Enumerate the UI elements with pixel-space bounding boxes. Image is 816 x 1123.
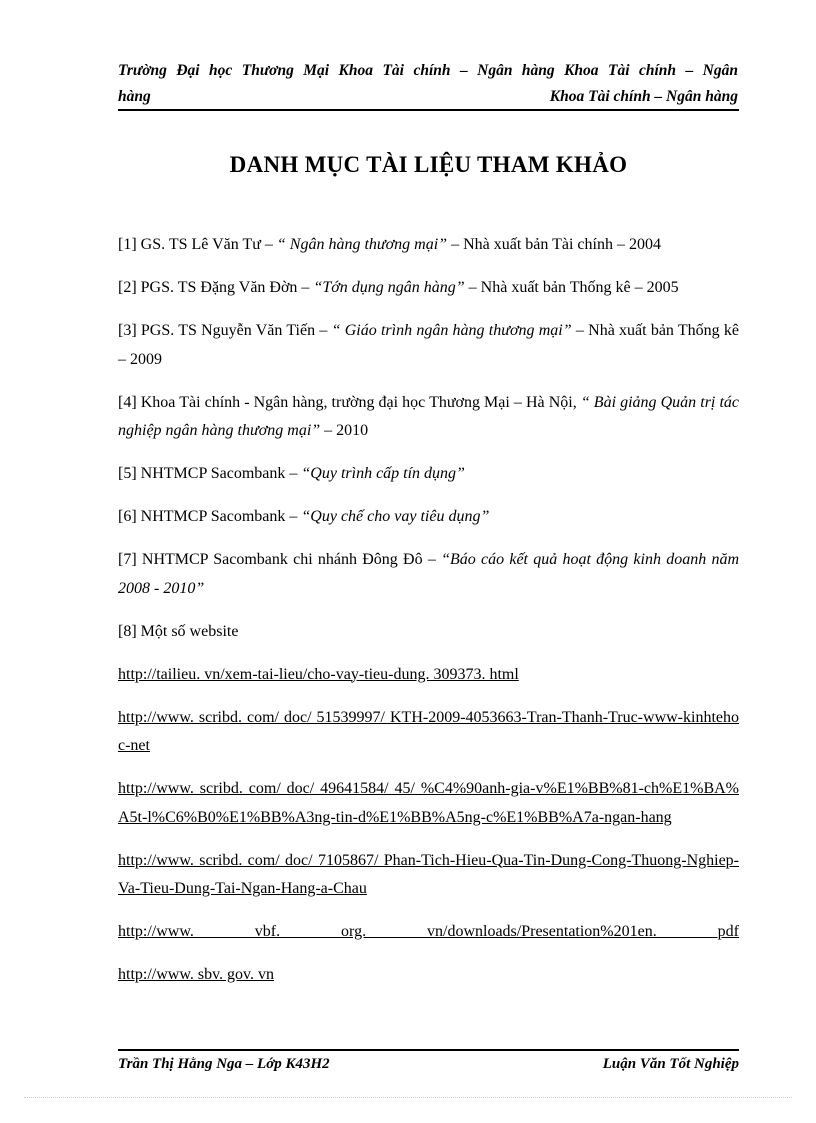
reference-item-4 bbox=[118, 389, 739, 446]
reference-1-publisher: – Nhà xuất bản Tài chính – 2004 bbox=[447, 236, 661, 253]
reference-2-publisher: – Nhà xuất bản Thống kê – 2005 bbox=[464, 279, 679, 296]
reference-item-5 bbox=[118, 460, 739, 489]
footer-document-type: Luận Văn Tốt Nghiệp bbox=[602, 1056, 739, 1072]
reference-6-title: “Quy chế cho vay tiêu dụng” bbox=[301, 508, 490, 525]
header-divider bbox=[118, 109, 739, 111]
website-link-6[interactable]: http://www. sbv. gov. vn bbox=[118, 966, 274, 983]
footer-divider bbox=[118, 1049, 739, 1051]
reference-item-3 bbox=[118, 317, 739, 374]
reference-3-text: [3] PGS. TS Nguyễn Văn Tiến – bbox=[118, 322, 332, 339]
page-title: DANH MỤC TÀI LIỆU THAM KHẢO bbox=[229, 152, 628, 177]
header-line-1: Trường Đại học Thương Mại Khoa Tài chính – Ngân hàng Khoa Tài chính – Ngân bbox=[118, 62, 738, 79]
reference-8-text: [8] Một số website bbox=[118, 622, 239, 640]
reference-2-title: “Tớn dụng ngân hàng” bbox=[313, 279, 465, 296]
footer-author: Trần Thị Hằng Nga – Lớp K43H2 bbox=[118, 1056, 330, 1072]
reference-item-8 bbox=[118, 618, 739, 647]
reference-7-title: “Báo cáo kết quả hoạt động kinh doanh năm 2008 - 2010” bbox=[118, 551, 739, 597]
website-link-4[interactable]: http://www. scribd. com/ doc/ 7105867/ Phan-Tich-Hieu-Qua-Tin-Dung-Cong-Thuong-Nghiep-Va-Tieu-Dung-Tai-Ngan-Hang-a-Chau bbox=[118, 851, 739, 897]
reference-4-text: [4] Khoa Tài chính - Ngân hàng, trường đại học Thương Mại – Hà Nội, bbox=[118, 393, 581, 411]
website-link-3[interactable]: http://www. scribd. com/ doc/ 49641584/ 45/ %C4%90anh-gia-v%E1%BB%81-ch%E1%BA%A5t-l%C6%B0%E1%BB%A3ng-tin-d%E1%BB%A5ng-c%E1%BB%A7a-ngan-hang bbox=[118, 780, 739, 826]
header-line-2-left: hàng bbox=[118, 88, 151, 105]
reference-1-text: [1] GS. TS Lê Văn Tư – bbox=[118, 236, 277, 253]
reference-list bbox=[118, 231, 739, 1004]
reference-6-text: [6] NHTMCP Sacombank – bbox=[118, 508, 302, 525]
page-header bbox=[118, 58, 738, 110]
reference-item-2 bbox=[118, 274, 739, 303]
website-link-1[interactable]: http://tailieu. vn/xem-tai-lieu/cho-vay-tieu-dung. 309373. html bbox=[118, 665, 519, 683]
reference-7-text: [7] NHTMCP Sacombank chi nhánh Đông Đô – bbox=[118, 551, 442, 568]
reference-5-text: [5] NHTMCP Sacombank – bbox=[118, 465, 302, 482]
reference-1-title: “ Ngân hàng thương mại” bbox=[276, 236, 448, 253]
header-line-2 bbox=[118, 84, 738, 110]
website-link-2[interactable]: http://www. scribd. com/ doc/ 51539997/ KTH-2009-4053663-Tran-Thanh-Truc-www-kinhtehoc-net bbox=[118, 708, 739, 754]
reference-2-text: [2] PGS. TS Đặng Văn Đờn – bbox=[118, 279, 314, 296]
website-link-5[interactable]: http://www. vbf. org. vn/downloads/Presentation%201en. pdf bbox=[118, 923, 739, 940]
reference-3-title: “ Giáo trình ngân hàng thương mại” bbox=[331, 322, 572, 339]
reference-3-publisher: – Nhà xuất bản Thống kê – 2009 bbox=[118, 322, 739, 368]
reference-4-publisher: – 2010 bbox=[320, 422, 369, 439]
reference-item-6 bbox=[118, 503, 739, 532]
page-bottom-dotted-edge bbox=[24, 1097, 792, 1098]
reference-item-1 bbox=[118, 231, 739, 260]
header-line-2-right: Khoa Tài chính – Ngân hàng bbox=[549, 88, 738, 105]
reference-item-7 bbox=[118, 546, 739, 603]
page-footer bbox=[118, 1053, 739, 1075]
reference-4-title: “ Bài giảng Quản trị tác nghiệp ngân hàng thương mại” bbox=[118, 393, 740, 439]
reference-5-title: “Quy trình cấp tín dụng” bbox=[301, 465, 465, 482]
